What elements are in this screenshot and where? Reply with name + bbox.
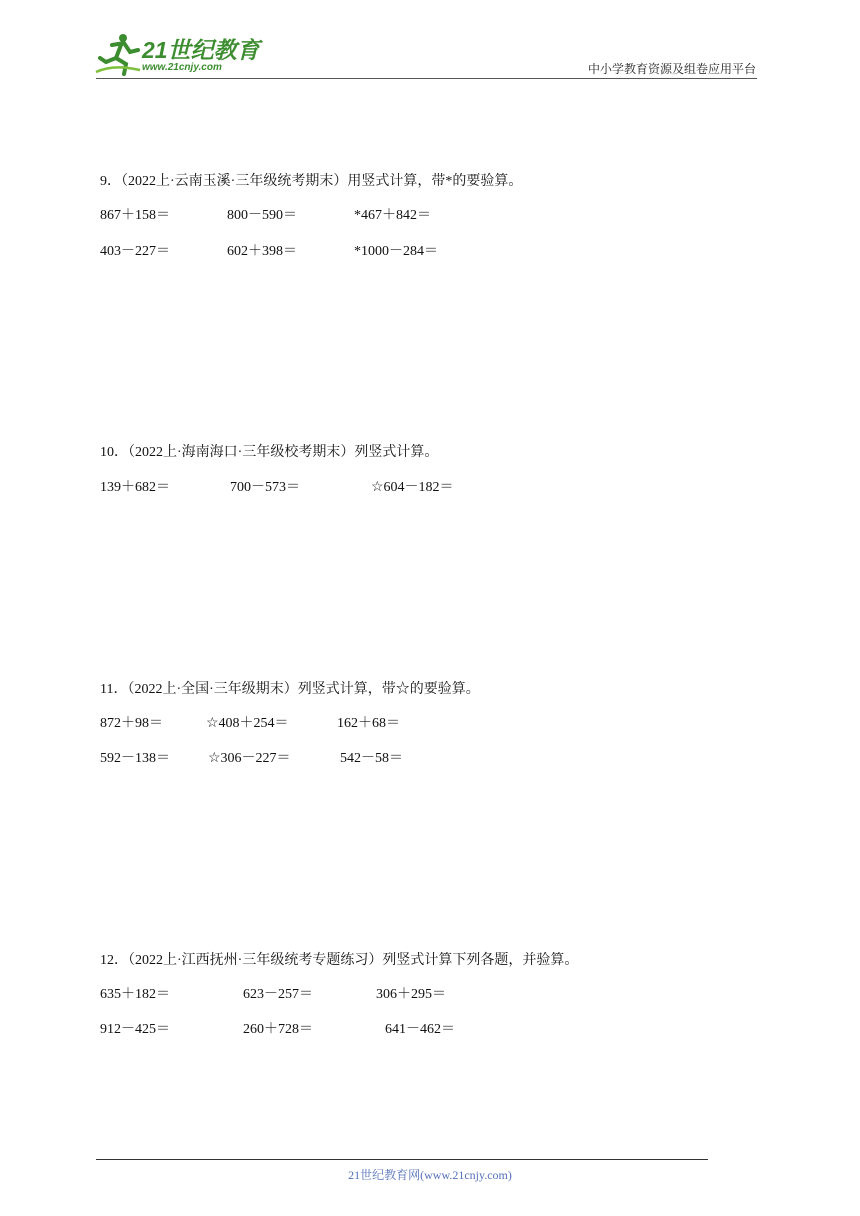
problem: 306＋295＝ <box>376 987 446 1002</box>
problem: 162＋68＝ <box>337 716 400 731</box>
question-title <box>100 680 480 700</box>
problem-row <box>100 714 480 734</box>
question-10 <box>100 443 454 498</box>
logo-brand-text: 21世纪教育 <box>142 37 260 63</box>
problem-row <box>100 749 480 769</box>
question-title <box>100 951 578 971</box>
question-number: 11． <box>100 682 128 697</box>
question-number: 9． <box>100 174 121 189</box>
question-text: （2022上·云南玉溪·三年级统考期末）用竖式计算，带*的要验算。 <box>121 174 523 189</box>
problem: 623－257＝ <box>243 987 313 1002</box>
header-divider <box>96 78 757 79</box>
logo-url-text: www.21cnjy.com <box>142 62 222 73</box>
page-header <box>0 0 860 80</box>
problem: 542－58＝ <box>340 751 403 766</box>
problem: 800－590＝ <box>227 208 297 223</box>
problem: 635＋182＝ <box>100 987 170 1002</box>
problem-row <box>100 1020 578 1040</box>
problem: 700－573＝ <box>230 480 300 495</box>
problem: 872＋98＝ <box>100 716 163 731</box>
question-text: （2022上·江西抚州·三年级统考专题练习）列竖式计算下列各题，并验算。 <box>128 953 579 968</box>
problem-row <box>100 206 522 226</box>
question-9 <box>100 172 522 262</box>
question-11 <box>100 680 480 769</box>
question-title <box>100 172 522 192</box>
problem: 403－227＝ <box>100 244 170 259</box>
question-text: （2022上·全国·三年级期末）列竖式计算，带☆的要验算。 <box>127 682 480 697</box>
footer-divider <box>96 1159 708 1160</box>
problem: 592－138＝ <box>100 751 170 766</box>
problem: 260＋728＝ <box>243 1022 313 1037</box>
question-number: 12． <box>100 953 128 968</box>
problem-row <box>100 478 454 498</box>
problem: ☆408＋254＝ <box>206 716 289 731</box>
question-title <box>100 443 438 463</box>
header-tagline: 中小学教育资源及组卷应用平台 <box>587 62 756 76</box>
question-number: 10． <box>100 445 128 460</box>
question-12 <box>100 951 578 1040</box>
problem: ☆306－227＝ <box>208 751 291 766</box>
footer-link[interactable]: 21世纪教育网(www.21cnjy.com) <box>348 1168 512 1182</box>
problem: 602＋398＝ <box>227 244 297 259</box>
problem-row <box>100 985 578 1005</box>
problem: 912－425＝ <box>100 1022 170 1037</box>
problem-row <box>100 242 522 262</box>
problem: ☆604－182＝ <box>371 480 454 495</box>
problem: *467＋842＝ <box>354 208 431 223</box>
question-text: （2022上·海南海口·三年级校考期末）列竖式计算。 <box>128 445 439 460</box>
runner-logo-icon <box>94 32 142 76</box>
logo <box>94 32 259 78</box>
problem: 139＋682＝ <box>100 480 170 495</box>
problem: 867＋158＝ <box>100 208 170 223</box>
problem: 641－462＝ <box>385 1022 455 1037</box>
problem: *1000－284＝ <box>354 244 438 259</box>
